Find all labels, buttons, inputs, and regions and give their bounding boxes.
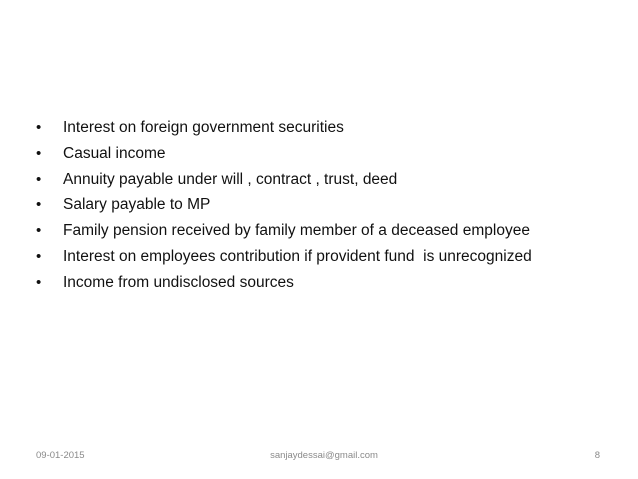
bullet-icon: • [36,222,42,240]
bullet-text: Interest on foreign government securities [63,119,344,136]
bullet-item [36,141,616,167]
bullet-icon: • [36,273,42,291]
bullet-list [36,115,616,296]
bullet-text: Interest on employees contribution if provident fund is unrecognized [63,247,532,265]
bullet-text: Annuity payable under will , contract , trust, deed [63,170,398,188]
bullet-text: Family pension received by family member of a deceased employee [63,222,530,240]
footer-date: 09-01-2015 [36,450,85,461]
bullet-text: Salary payable to MP [63,196,211,214]
bullet-item [36,244,616,270]
bullet-icon: • [36,170,42,188]
bullet-text: Income from undisclosed sources [63,273,294,291]
footer-email-wrapper [0,450,638,461]
bullet-item [36,115,616,141]
bullet-item [36,192,616,218]
bullet-icon: • [36,196,42,214]
bullet-icon: • [36,247,42,265]
bullet-item [36,218,616,244]
bullet-item [36,270,616,296]
footer-page-number: 8 [594,450,600,461]
footer-email: sanjaydessai@gmail.com [270,450,378,461]
bullet-icon: • [36,119,42,136]
bullet-text: Casual income [63,144,166,162]
bullet-icon: • [36,144,42,162]
bullet-item [36,167,616,193]
